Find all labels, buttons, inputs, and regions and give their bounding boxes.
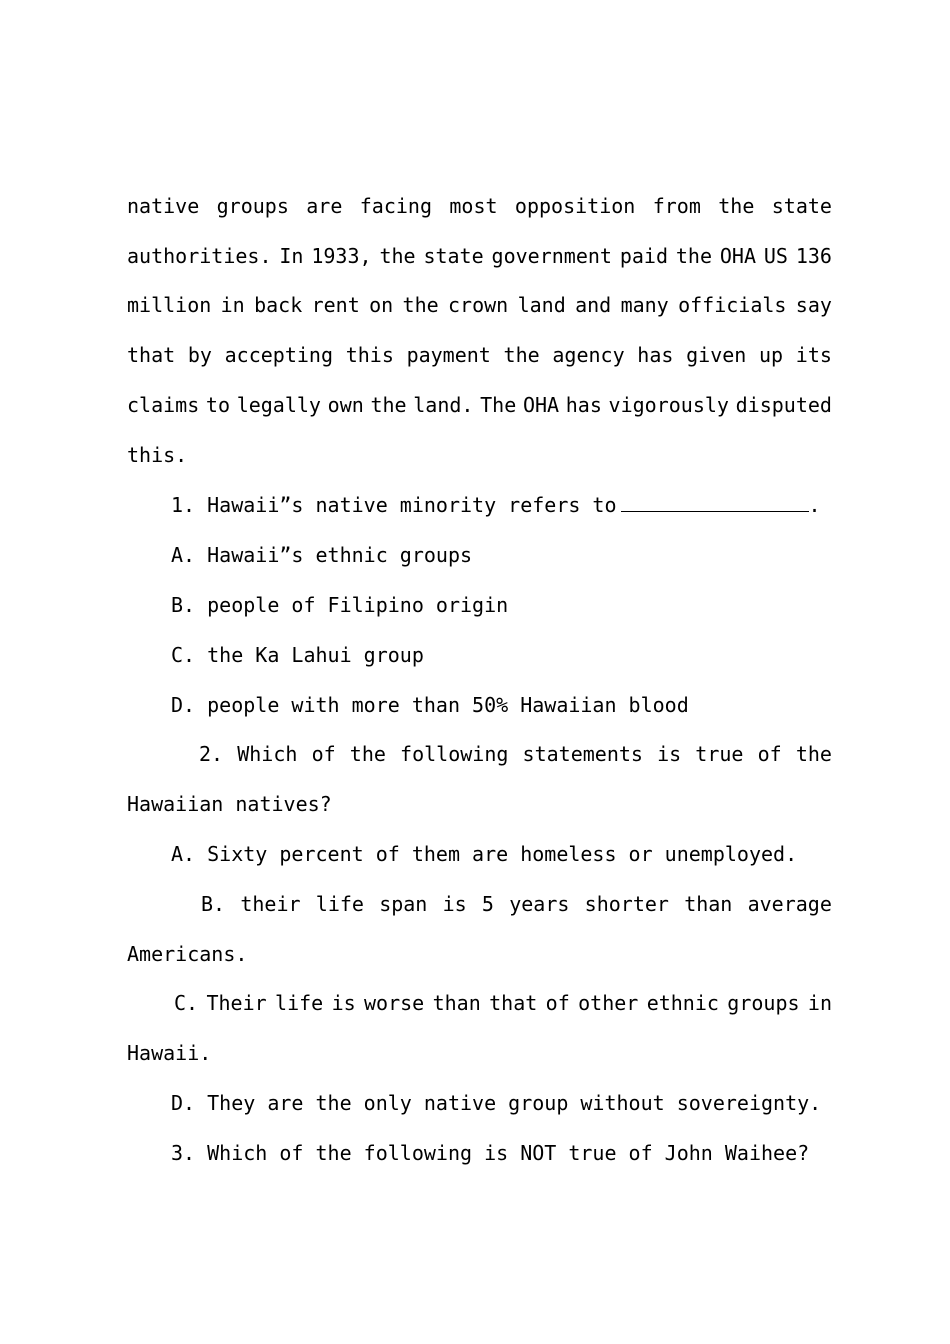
question-2-option-c-cont: Hawaii. [127, 1041, 212, 1065]
word: is [657, 742, 682, 766]
word: OHA [522, 393, 560, 417]
question-1-option-b: B. people of Filipino origin [171, 593, 509, 617]
word: by [187, 343, 212, 367]
word: government [491, 244, 612, 268]
word: than [684, 892, 733, 916]
word: groups [216, 194, 289, 218]
word: from [652, 194, 701, 218]
word: land. [413, 393, 474, 417]
word: and [575, 293, 612, 317]
word: The [480, 393, 517, 417]
passage-line-5 [127, 391, 832, 419]
word: the [370, 393, 407, 417]
word: facing [359, 194, 432, 218]
question-2-option-a: A. Sixty percent of them are homeless or unemployed. [171, 842, 798, 866]
word: the [675, 244, 712, 268]
passage-line-3 [127, 291, 832, 319]
question-1-option-c: C. the Ka Lahui group [171, 643, 424, 667]
question-2-option-b-cont: Americans. [127, 942, 248, 966]
word: say [795, 293, 832, 317]
word: years [509, 892, 570, 916]
word: shorter [584, 892, 669, 916]
word: own [327, 393, 364, 417]
word: OHA [719, 244, 756, 268]
word: is [331, 991, 356, 1015]
word: than [432, 991, 481, 1015]
word: crown [448, 293, 509, 317]
word: worse [364, 991, 425, 1015]
word: authorities. [127, 244, 272, 268]
word: of [757, 742, 782, 766]
word: back [254, 293, 303, 317]
word: C. [174, 991, 199, 1015]
word: average [747, 892, 832, 916]
word: B. [201, 892, 226, 916]
word: many [620, 293, 669, 317]
word: opposition [514, 194, 636, 218]
question-1-stem: 1. Hawaii”s native minority refers to [171, 493, 617, 517]
passage-line-4 [127, 341, 832, 369]
word: are [306, 194, 343, 218]
question-1-end: . [808, 493, 821, 517]
word: rent [311, 293, 360, 317]
word: legally [236, 393, 321, 417]
word: land [517, 293, 566, 317]
word: the [349, 742, 386, 766]
word: ethnic [646, 991, 719, 1015]
word: following [400, 742, 509, 766]
word: given [686, 343, 747, 367]
word: in [807, 991, 832, 1015]
word: US [763, 244, 788, 268]
passage-line-6: this. [127, 443, 188, 467]
word: in [220, 293, 245, 317]
word: Which [237, 742, 298, 766]
word: groups [727, 991, 800, 1015]
word: true [695, 742, 744, 766]
word: has [565, 393, 602, 417]
word: of [311, 742, 336, 766]
word: 136 [795, 244, 832, 268]
question-2-stem-cont: Hawaiian natives? [127, 792, 332, 816]
word: vigorously [608, 393, 729, 417]
word: its [795, 343, 832, 367]
word: is [442, 892, 467, 916]
word: Their [206, 991, 267, 1015]
word: paid [619, 244, 668, 268]
word: this [345, 343, 394, 367]
word: that [489, 991, 538, 1015]
answer-blank [621, 495, 809, 512]
word: agency [552, 343, 625, 367]
word: the [718, 194, 755, 218]
word: officials [678, 293, 787, 317]
word: has [637, 343, 674, 367]
word: life [275, 991, 324, 1015]
word: that [127, 343, 176, 367]
word: In [279, 244, 304, 268]
question-1 [171, 491, 876, 519]
word: up [759, 343, 784, 367]
word: on [369, 293, 394, 317]
question-2-option-d: D. They are the only native group without sovereignty. [171, 1091, 822, 1115]
word: the [402, 293, 439, 317]
word: the [795, 742, 832, 766]
word: their [240, 892, 301, 916]
word: disputed [735, 393, 832, 417]
word: other [578, 991, 639, 1015]
word: to [205, 393, 231, 417]
word: payment [406, 343, 491, 367]
word: the [379, 244, 416, 268]
word: state [771, 194, 832, 218]
question-2-stem [199, 740, 832, 768]
word: most [449, 194, 498, 218]
passage-line-1 [127, 192, 832, 220]
word: of [545, 991, 570, 1015]
word: statements [522, 742, 643, 766]
word: state [423, 244, 484, 268]
question-2-option-b [201, 890, 832, 918]
question-3-stem: 3. Which of the following is NOT true of John Waihee? [171, 1141, 810, 1165]
word: million [127, 293, 212, 317]
word: life [315, 892, 364, 916]
word: 1933, [311, 244, 372, 268]
question-1-option-a: A. Hawaii”s ethnic groups [171, 543, 473, 567]
word: 2. [199, 742, 224, 766]
word: claims [127, 393, 200, 417]
passage-line-2 [127, 242, 832, 270]
question-1-option-d: D. people with more than 50% Hawaiian blood [171, 693, 689, 717]
word: native [127, 194, 200, 218]
word: the [503, 343, 540, 367]
word: span [379, 892, 428, 916]
question-2-option-c [174, 989, 832, 1017]
word: 5 [481, 892, 494, 916]
word: accepting [224, 343, 334, 367]
